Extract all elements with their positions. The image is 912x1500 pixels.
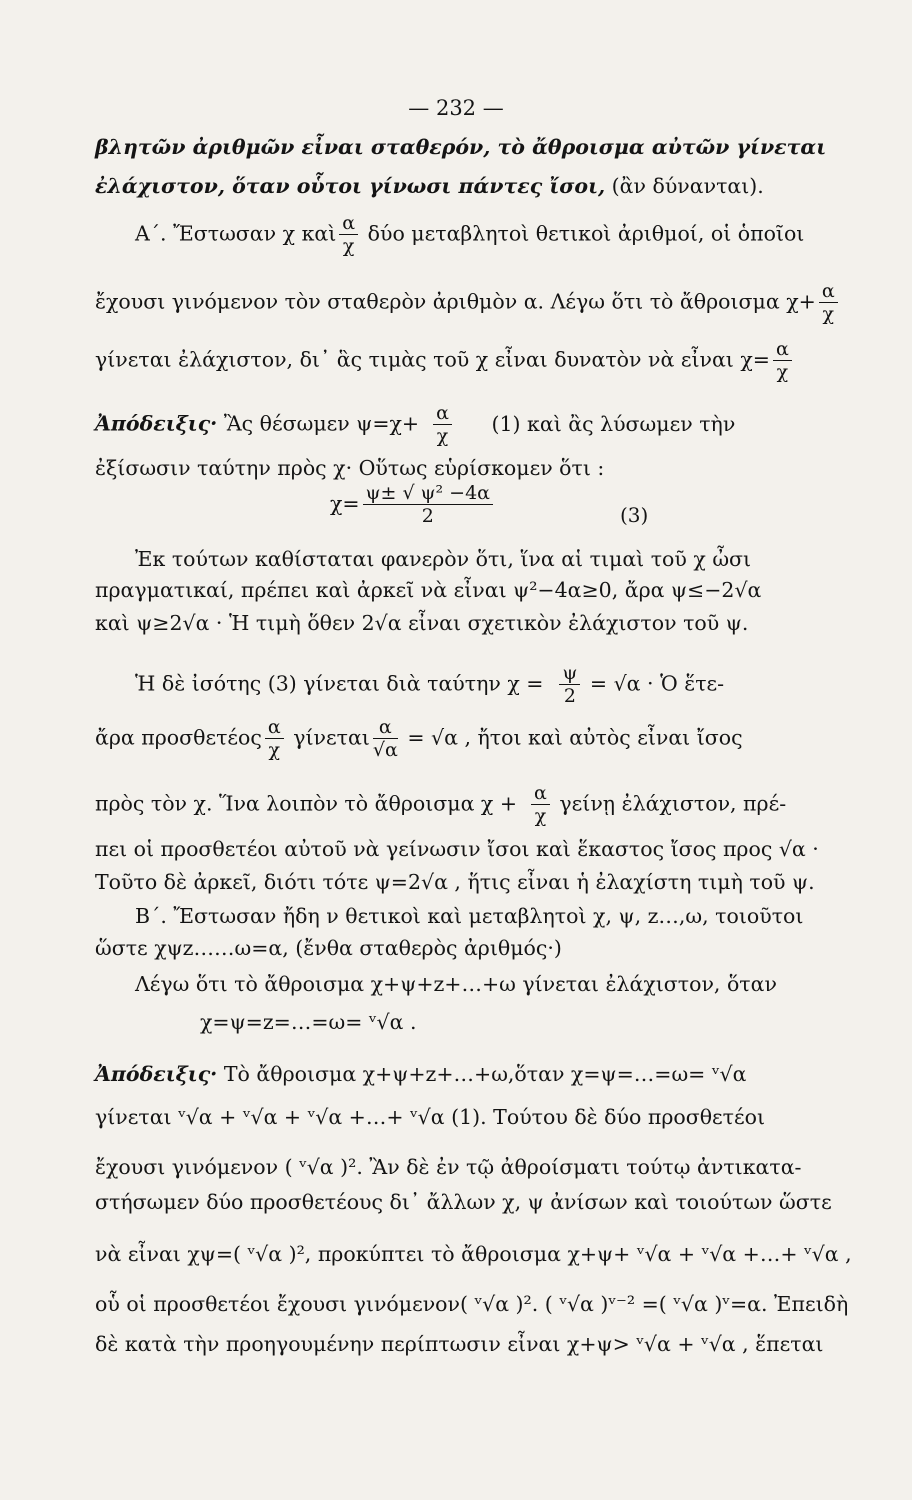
body-text: δὲ κατὰ τὴν προηγουμένην περίπτωσιν εἶναι χ+ψ> ᵛ√α + ᵛ√α , ἕπεται <box>95 1332 824 1356</box>
text-line-18 <box>95 938 852 959</box>
fraction-a-over-x <box>773 340 792 382</box>
text-line-2 <box>95 176 852 197</box>
text-line-15 <box>95 839 852 860</box>
body-text: πει οἱ προσθετέοι αὐτοῦ νὰ γείνωσιν ἴσοι καὶ ἕκαστος ἴσος προς √α · <box>95 837 819 861</box>
claim-text: Λέγω ὅτι τὸ ἄθροισμα χ+ψ+z+…+ω γίνεται ἐλάχιστον, ὅταν <box>135 972 777 996</box>
frac-num: α <box>433 404 452 425</box>
frac-num: α <box>265 718 284 739</box>
fraction-a-over-x <box>433 404 452 446</box>
body-text: καὶ ψ≥2√α · Ἡ τιμὴ ὅθεν 2√α εἶναι σχετικὸν ἐλάχιστον τοῦ ψ. <box>95 611 749 635</box>
frac-den: χ <box>534 805 547 827</box>
text-line-13 <box>95 718 852 760</box>
fraction-a-over-x <box>265 718 284 760</box>
body-text: ἔχουσι γινόμενον ( ᵛ√α )². Ἂν δὲ ἐν τῷ ἀθροίσματι τούτῳ ἀντικατα- <box>95 1155 802 1179</box>
frac-den: √α <box>372 739 398 761</box>
text-line-14 <box>95 784 852 826</box>
body-text: στήσωμεν δύο προσθετέους δι᾽ ἄλλων χ, ψ ἀνίσων καὶ τοιούτων ὥστε <box>95 1190 832 1214</box>
text-line-6 <box>95 404 852 446</box>
body-text: Ἐκ τούτων καθίσταται φανερὸν ὅτι, ἵνα αἱ τιμαὶ τοῦ χ ὦσι <box>135 547 752 571</box>
body-text: Τοῦτο δὲ ἀρκεῖ, διότι τότε ψ=2√α , ἥτις εἶναι ἡ ἐλαχίστη τιμὴ τοῦ ψ. <box>95 870 815 894</box>
fraction-a-over-x <box>531 784 550 826</box>
frac-den: χ <box>436 425 449 447</box>
equation-3 <box>330 484 852 526</box>
text-line-10 <box>95 580 852 601</box>
text-line-4 <box>95 282 852 324</box>
text-line-3 <box>135 214 852 256</box>
frac-den: χ <box>268 739 281 761</box>
equation-intro: ἐξίσωσιν ταύτην πρὸς χ· Οὕτως εὑρίσκομεν ὅτι : <box>95 456 605 480</box>
text-line-16 <box>95 872 852 893</box>
body-text-cont: γείνῃ ἐλάχιστον, πρέ- <box>559 791 787 816</box>
body-text: ἄρα προσθετέος <box>95 725 262 750</box>
frac-den: χ <box>776 361 789 383</box>
proof-heading: Ἀπόδειξις· <box>95 1062 218 1086</box>
text-line-26 <box>95 1294 852 1315</box>
body-text-cont: = √α , ἤτοι καὶ αὐτὸς εἶναι ἴσος <box>407 725 743 750</box>
text-line-20 <box>200 1012 852 1033</box>
body-text: γίνεται <box>293 725 370 750</box>
body-text: γίνεται ᵛ√α + ᵛ√α + ᵛ√α +…+ ᵛ√α (1). Τούτου δὲ δύο προσθετέοι <box>95 1105 766 1129</box>
equation-lhs: χ= <box>330 491 360 516</box>
frac-num: α <box>531 784 550 805</box>
body-text-cont: = √α · Ὁ ἕτε- <box>589 671 725 696</box>
text-line-11 <box>95 613 852 634</box>
text-line-12 <box>135 664 852 706</box>
text-line-17 <box>135 906 852 927</box>
body-text: Ἡ δὲ ἰσότης (3) γίνεται διὰ ταύτην χ = <box>135 671 544 696</box>
fraction-psi-over-2 <box>559 664 580 706</box>
frac-den: χ <box>822 303 834 325</box>
frac-num: α <box>373 718 398 739</box>
claim-text: ἔχουσι γινόμενον τὸν σταθερὸν ἀριθμὸν α. Λέγω ὅτι τὸ ἄθροισμα χ+ <box>95 289 816 314</box>
quadratic-solution-fraction <box>363 484 493 526</box>
page-number: — 232 — <box>408 96 504 120</box>
frac-den: 2 <box>421 505 434 527</box>
proof-text-cont: (1) καὶ ἂς λύσωμεν τὴν <box>491 411 736 436</box>
theorem-condition: (ἂν δύνανται). <box>611 174 764 198</box>
fraction-a-over-x <box>819 282 838 324</box>
text-line-7 <box>95 458 852 479</box>
frac-den: 2 <box>563 685 576 707</box>
frac-num: α <box>773 340 792 361</box>
frac-den: χ <box>342 235 355 257</box>
frac-num: α <box>819 282 838 303</box>
theorem-text-cont: ἐλάχιστον, ὅταν οὗτοι γίνωσι πάντες ἴσοι, <box>95 174 606 198</box>
fraction-a-over-x <box>339 214 358 256</box>
text-line-19 <box>135 974 852 995</box>
body-text: νὰ εἶναι χψ=( ᵛ√α )², προκύπτει τὸ ἄθροισμα χ+ψ+ ᵛ√α + ᵛ√α +…+ ᵛ√α , <box>95 1242 852 1266</box>
text-line-23 <box>95 1157 852 1178</box>
body-text: ὥστε χψz……ω=α, (ἔνθα σταθερὸς ἀριθμός·) <box>95 936 562 960</box>
case-a-intro: Α΄. Ἔστωσαν χ καὶ <box>135 221 337 246</box>
text-line-22 <box>95 1107 852 1128</box>
case-b-intro: Β΄. Ἔστωσαν ἤδη ν θετικοὶ καὶ μεταβλητοὶ χ, ψ, z…,ω, τοιοῦτοι <box>135 904 804 928</box>
proof-text: Ἂς θέσωμεν ψ=χ+ <box>223 411 420 436</box>
equality-condition: χ=ψ=z=…=ω= ᵛ√α . <box>200 1010 417 1034</box>
body-text: πρὸς τὸν χ. Ἵνα λοιπὸν τὸ ἄθροισμα χ + <box>95 791 518 816</box>
frac-num: ψ± √ ψ² −4α <box>363 484 493 505</box>
text-line-21 <box>95 1064 852 1085</box>
text-line-27 <box>95 1334 852 1355</box>
proof-heading: Ἀπόδειξις· <box>95 411 218 436</box>
body-text: πραγματικαί, πρέπει καὶ ἀρκεῖ νὰ εἶναι ψ²−4α≥0, ἄρα ψ≤−2√α <box>95 578 762 602</box>
theorem-text: βλητῶν ἀριθμῶν εἶναι σταθερόν, τὸ ἄθροισμα αὐτῶν γίνεται <box>95 135 827 159</box>
text-line-1 <box>95 137 852 158</box>
text-line-5 <box>95 340 852 382</box>
frac-num: α <box>339 214 358 235</box>
text-line-25 <box>95 1244 852 1265</box>
text-line-24 <box>95 1192 852 1213</box>
frac-num: ψ <box>559 664 580 685</box>
claim-text-cont: γίνεται ἐλάχιστον, δι᾽ ἃς τιμὰς τοῦ χ εἶναι δυνατὸν νὰ εἶναι χ= <box>95 347 770 372</box>
case-a-text: δύο μεταβλητοὶ θετικοὶ ἀριθμοί, οἱ ὁποῖοι <box>367 221 805 246</box>
text-line-9 <box>135 549 852 570</box>
fraction-a-over-sqrt-a <box>373 718 398 760</box>
proof-text: Τὸ ἄθροισμα χ+ψ+z+…+ω,ὅταν χ=ψ=…=ω= ᵛ√α <box>223 1062 747 1086</box>
body-text: οὗ οἱ προσθετέοι ἔχουσι γινόμενον( ᵛ√α )². ( ᵛ√α )ᵛ⁻² =( ᵛ√α )ᵛ=α. Ἐπειδὴ <box>95 1292 849 1316</box>
equation-number: (3) <box>620 503 649 527</box>
